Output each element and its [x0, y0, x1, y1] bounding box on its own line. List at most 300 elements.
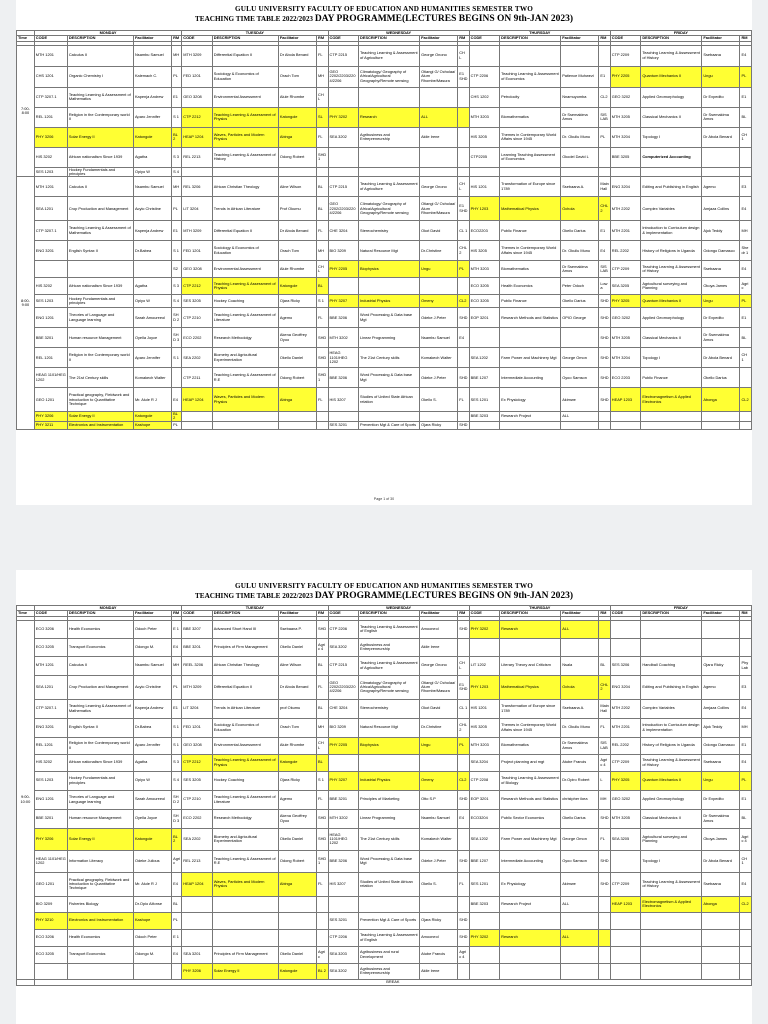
course-code: PHY 3210 [34, 912, 67, 929]
course-description [641, 167, 702, 177]
facilitator [420, 167, 458, 177]
course-description: African nationalism Since 1939 [67, 754, 133, 771]
facilitator: Odeke Julious [133, 850, 171, 872]
column-header-description: DESCRIPTION [212, 611, 278, 616]
facilitator [561, 638, 599, 656]
facilitator: Nsambu Samuel [133, 45, 171, 66]
room: SHD [599, 850, 610, 872]
facilitator: Komakech Walter [420, 348, 458, 368]
course-code: ECO 3205 [469, 295, 500, 308]
facilitator: Odoch Peter [133, 620, 171, 638]
table-row [17, 278, 752, 295]
room [740, 147, 752, 167]
day-header-friday: FRIDAY [610, 606, 751, 611]
room: FL [317, 308, 329, 328]
course-code [469, 45, 500, 66]
course-description: Natural Resource Mgt [359, 718, 420, 737]
column-header-room: RM [317, 36, 329, 41]
room: PL [172, 197, 182, 221]
facilitator: Kapenja Andrew [133, 221, 171, 241]
course-description: Biophysics [359, 261, 420, 278]
room [317, 896, 329, 912]
table-row [17, 896, 752, 912]
facilitator: Dr.Christine [420, 718, 458, 737]
course-code [34, 261, 67, 278]
course-code: MTH 3203 [469, 261, 500, 278]
course-code: SES 1203 [34, 771, 67, 790]
room: SHD [458, 929, 469, 946]
room [172, 963, 182, 979]
time-slot-cell: 8:00-9:00 [17, 177, 35, 430]
facilitator: Orach Tom [278, 66, 316, 87]
course-code [328, 754, 359, 771]
facilitator: ALL [561, 620, 599, 638]
facilitator: Akena Geoffrey Oyoo [278, 328, 316, 348]
room: MH [172, 45, 182, 66]
column-header-description: DESCRIPTION [67, 36, 133, 41]
course-code: SEA 2202 [182, 828, 213, 850]
column-header-time: Time [17, 36, 35, 41]
course-description: Electromagnetism & Applied Electronics [641, 388, 702, 412]
room [599, 167, 610, 177]
facilitator [702, 620, 740, 638]
room: SHD [317, 828, 329, 850]
facilitator: Akena Geoffrey Oyoo [278, 809, 316, 828]
room: Agric [172, 850, 182, 872]
room [317, 912, 329, 929]
room: PL [172, 66, 182, 87]
course-code: REL 2202 [610, 241, 641, 261]
facilitator: Atube Francis [561, 754, 599, 771]
column-header-code: CODE [182, 36, 213, 41]
course-description: Practical geography, Fieldwork and introduction to Quantitative Technique [67, 388, 133, 412]
room: MH [740, 221, 752, 241]
course-description: Climatology/ Geography of Africa/Agricultural Geography/Remote sensing [359, 66, 420, 87]
course-code: HIS 3205 [469, 127, 500, 147]
facilitator: Kapenja Andrew [133, 699, 171, 718]
facilitator: George Onono [420, 177, 458, 197]
course-code: BIO 3209 [328, 241, 359, 261]
room: SIS LAB [599, 737, 610, 754]
column-header-code: CODE [469, 36, 500, 41]
course-description: Principles of Firm Management [212, 946, 278, 963]
course-code: REL 1201 [34, 737, 67, 754]
course-description: Crop Production and Management [67, 675, 133, 699]
room [599, 421, 610, 429]
room: PL [172, 675, 182, 699]
course-description: Hockey Coaching [212, 771, 278, 790]
course-description: Information Literacy [67, 850, 133, 872]
facilitator: Ssebaana A. [561, 177, 599, 197]
room: E4 [740, 699, 752, 718]
course-code: REL 3206 [182, 177, 213, 197]
course-description: Calculus II [67, 177, 133, 197]
facilitator: Odongo Damasco [702, 737, 740, 754]
room: Agric 4 [458, 946, 469, 963]
course-code: PHY 2205 [610, 66, 641, 87]
column-header-room: RM [740, 611, 752, 616]
column-header-description: DESCRIPTION [500, 36, 561, 41]
course-description [641, 912, 702, 929]
course-code: MTH 3209 [182, 221, 213, 241]
facilitator: Otiangi G/ Ocholaa/ Alum Rhombe/Masura [420, 675, 458, 699]
facilitator: OPIO George [561, 308, 599, 328]
room [599, 147, 610, 167]
room: E1 [172, 699, 182, 718]
course-code: BBE 3206 [328, 368, 359, 388]
room [317, 167, 329, 177]
table-row [17, 197, 752, 221]
room: PL [458, 261, 469, 278]
facilitator: Kalemach C. [133, 66, 171, 87]
course-description [359, 147, 420, 167]
course-code: MTH 2201 [610, 718, 641, 737]
room: SHD [317, 328, 329, 348]
course-description: Research Project [500, 412, 561, 422]
facilitator: Atube Francis [420, 946, 458, 963]
course-code: MTH 2201 [610, 221, 641, 241]
facilitator: Nsala [561, 656, 599, 675]
course-description: Environmental Assessment [212, 87, 278, 107]
facilitator: Abonga [702, 388, 740, 412]
room: S 1 [317, 295, 329, 308]
course-description: English Syntax II [67, 718, 133, 737]
room: SHD [458, 308, 469, 328]
facilitator: Agemo [278, 790, 316, 809]
course-code: SEA 1201 [34, 197, 67, 221]
room: E4 [740, 754, 752, 771]
course-description: Health Economics [500, 278, 561, 295]
room: E4 [172, 872, 182, 896]
facilitator: Ojara Ricky [278, 295, 316, 308]
course-description [641, 929, 702, 946]
course-description [359, 896, 420, 912]
room: SHD [599, 809, 610, 828]
course-description: Mathematical Physics [500, 675, 561, 699]
facilitator: George Onono [420, 45, 458, 66]
column-header-code: CODE [610, 36, 641, 41]
facilitator: Abinga [278, 872, 316, 896]
course-code [610, 963, 641, 979]
column-header-room: RM [458, 36, 469, 41]
course-description: Intermediate Accounting [500, 368, 561, 388]
time-slot-cell: 7:00-8:00 [17, 45, 35, 177]
course-description: Transport Economics [67, 946, 133, 963]
course-code: MTH 3204 [610, 348, 641, 368]
course-description: Themes in Contemporary World Affairs since 1945 [500, 718, 561, 737]
course-description: Classical Mechanics II [641, 809, 702, 828]
facilitator: Ungu [420, 261, 458, 278]
facilitator: Odeke J.Peter [420, 308, 458, 328]
course-code: HEAG 1101/HEG 1202 [34, 368, 67, 388]
course-description: Environmental Assessment [212, 261, 278, 278]
facilitator: Mr. Alule R J [133, 388, 171, 412]
room: SHD [458, 620, 469, 638]
course-description: Religion in the Contemporary world II [67, 737, 133, 754]
room: SHD [317, 809, 329, 828]
course-code: GEO 3208 [182, 737, 213, 754]
course-code [610, 850, 641, 872]
facilitator: Dr Expedito [702, 308, 740, 328]
course-code: BBE 1207 [469, 850, 500, 872]
room: CL2 [740, 896, 752, 912]
room: PL [599, 127, 610, 147]
facilitator: Akile Irene [420, 127, 458, 147]
course-code: BIO 3209 [328, 718, 359, 737]
room: E4 [172, 388, 182, 412]
time-slot-cell: 9:00-10:00 [17, 620, 35, 979]
facilitator: Ojara Ricky [420, 912, 458, 929]
course-description: Teaching Learning & Assessment of Agriculture [359, 177, 420, 197]
course-description: Teaching Learning & Assessment of History [641, 261, 702, 278]
course-description [359, 278, 420, 295]
room: MH [599, 790, 610, 809]
course-code: CTP 2215 [328, 177, 359, 197]
facilitator: Ssebaana [702, 872, 740, 896]
facilitator: Agatha [133, 278, 171, 295]
column-header-description: DESCRIPTION [359, 36, 420, 41]
room: E4 [458, 328, 469, 348]
facilitator: Okello Daniel [278, 946, 316, 963]
course-description: Studies of United State African relation [359, 388, 420, 412]
facilitator: Prof Okumu [278, 197, 316, 221]
course-code: CTP 2211 [182, 368, 213, 388]
course-code: SEA 1202 [469, 348, 500, 368]
facilitator [420, 147, 458, 167]
facilitator: Akimwe [561, 388, 599, 412]
course-description: Transformation of Europe since 1789 [500, 699, 561, 718]
room: CL2 [599, 87, 610, 107]
facilitator: Okello Darius [702, 368, 740, 388]
column-header-description: DESCRIPTION [500, 611, 561, 616]
facilitator [133, 963, 171, 979]
course-code [469, 167, 500, 177]
room: MH [740, 718, 752, 737]
facilitator: Agemo [702, 177, 740, 197]
course-description: Solar Energy II [212, 963, 278, 979]
facilitator: Ssebaana P. [278, 620, 316, 638]
course-description: Agricultural surveying and Planning [641, 278, 702, 295]
course-code [610, 912, 641, 929]
room [458, 147, 469, 167]
facilitator: Opiyo W [133, 167, 171, 177]
course-description [641, 963, 702, 979]
course-description: Fisheries Biology [67, 896, 133, 912]
course-description: Religion in the Contemporary world II [67, 348, 133, 368]
course-code: PHY 3205 [610, 295, 641, 308]
course-code: MTH 3202 [328, 328, 359, 348]
break-label: BREAK [34, 979, 751, 985]
course-code: PHY 2205 [328, 737, 359, 754]
column-header-room: RM [740, 36, 752, 41]
facilitator: ALL [420, 107, 458, 127]
room: E1 [740, 737, 752, 754]
room [458, 87, 469, 107]
course-code: BBE 3201 [182, 638, 213, 656]
facilitator [278, 929, 316, 946]
room [599, 896, 610, 912]
course-description [641, 412, 702, 422]
course-code: CTP 2212 [182, 278, 213, 295]
course-description: History of Religions in Uganda [641, 737, 702, 754]
course-description: Agricultural surveying and Planning [641, 828, 702, 850]
course-code: PHY 2205 [328, 261, 359, 278]
room: E4 [740, 872, 752, 896]
room: S 1 [172, 241, 182, 261]
course-code: GEO 1201 [34, 872, 67, 896]
facilitator [420, 412, 458, 422]
course-description: Intermediate Accounting [500, 850, 561, 872]
timetable-title-big: DAY PROGRAMME(LECTURES BEGINS ON 9th-JAN 2023) [314, 591, 574, 601]
course-description: Petrolocity [500, 87, 561, 107]
course-code: FED 1201 [182, 718, 213, 737]
facilitator: Ungu [420, 737, 458, 754]
facilitator: Orach Tom [278, 718, 316, 737]
course-description: Research Methods and Statistics [500, 308, 561, 328]
facilitator: Katongole [133, 127, 171, 147]
course-description: Themes in Contemporary World Affairs since 1945 [500, 127, 561, 147]
facilitator: Abinga [278, 388, 316, 412]
facilitator: Dr Abola Benard [702, 850, 740, 872]
column-header-facilitator: Facilitator [561, 36, 599, 41]
column-header-facilitator: Facilitator [420, 611, 458, 616]
course-code: SEA 3202 [328, 127, 359, 147]
course-code [610, 167, 641, 177]
facilitator: Katongole [133, 828, 171, 850]
room [740, 167, 752, 177]
course-description: Teaching Learning & Assessment of Physics [212, 107, 278, 127]
course-code: ENG 3204 [610, 675, 641, 699]
course-description: Research [359, 107, 420, 127]
column-header-facilitator: Facilitator [420, 36, 458, 41]
course-code [469, 421, 500, 429]
room [740, 946, 752, 963]
facilitator: Dr Expedito [702, 790, 740, 809]
course-description: Teaching Learning & Assessment of History [212, 147, 278, 167]
facilitator: Ojara Ricky [420, 421, 458, 429]
course-description: Transport Economics [67, 638, 133, 656]
table-row [17, 388, 752, 412]
facilitator: Okello Daniel [278, 348, 316, 368]
room: FL [317, 790, 329, 809]
facilitator [278, 912, 316, 929]
course-description: The 21st Century skills [67, 368, 133, 388]
table-row [17, 718, 752, 737]
university-title: GULU UNIVERSITY FACULTY OF EDUCATION AND HUMANITIES SEMESTER TWO [234, 582, 534, 590]
course-description: Research Methods and Statistics [500, 790, 561, 809]
course-code: SES 1203 [34, 167, 67, 177]
course-description: Trends in African Literature [212, 699, 278, 718]
course-description: Hockey Fundamentals and principles [67, 167, 133, 177]
room [458, 963, 469, 979]
facilitator: Katongole [133, 412, 171, 422]
facilitator: Ochola [561, 675, 599, 699]
course-code: CTP 2206 [328, 620, 359, 638]
facilitator: Orach Tom [278, 241, 316, 261]
course-description: Literary Theory and Criticism [500, 656, 561, 675]
facilitator: Ajok Teddy [702, 221, 740, 241]
table-row [17, 737, 752, 754]
timetable-title [16, 14, 752, 24]
course-code: GEO 3202 [610, 308, 641, 328]
facilitator: George Omon [561, 348, 599, 368]
timetable-title-big: DAY PROGRAMME(LECTURES BEGINS ON 9th-JAN 2023) [314, 14, 574, 24]
course-description [67, 261, 133, 278]
course-code: CTP 2209 [610, 261, 641, 278]
facilitator: Patience Muhwezi [561, 66, 599, 87]
facilitator: Agemo [702, 675, 740, 699]
course-description: Teaching Learning & Assessment of R.E [212, 850, 278, 872]
table-row [17, 412, 752, 422]
room: S 1 [172, 718, 182, 737]
facilitator: Odoch Peter [133, 929, 171, 946]
course-code: BIO 3209 [34, 896, 67, 912]
course-description: History of Religions in Uganda [641, 241, 702, 261]
course-code [610, 412, 641, 422]
course-code: BBE 1207 [469, 368, 500, 388]
table-row [17, 929, 752, 946]
facilitator: Odongo M. [133, 638, 171, 656]
course-description: Teaching Learning & Assessment of History [641, 754, 702, 771]
course-description [212, 912, 278, 929]
course-description: Teaching Learning & Assessment of Literature [212, 790, 278, 809]
facilitator: Kapenja Andrew [133, 87, 171, 107]
room: SHD 1 [317, 850, 329, 872]
facilitator: Otiangi G/ Ocholaa/ Alum Rhombe/Masura [420, 197, 458, 221]
facilitator: Dr.Babea [133, 241, 171, 261]
room: FL [317, 675, 329, 699]
course-description: African nationalism Since 1939 [67, 147, 133, 167]
room: CH L [458, 45, 469, 66]
facilitator: Otto S.P [420, 790, 458, 809]
course-description: Complex Variables [641, 197, 702, 221]
course-code: ECO 3205 [34, 946, 67, 963]
room: FL [458, 872, 469, 896]
course-description: Research Methodolgy [212, 809, 278, 828]
course-code: FED 1201 [182, 241, 213, 261]
facilitator: Aparo Jennifer [133, 348, 171, 368]
table-row [17, 308, 752, 328]
facilitator: Abinga [278, 127, 316, 147]
course-code: GEO 2202/2203/2204/2206 [328, 197, 359, 221]
facilitator: Akimwe [561, 872, 599, 896]
facilitator [133, 261, 171, 278]
course-code: GEO 3208 [182, 261, 213, 278]
facilitator: Akile Irene [420, 638, 458, 656]
column-header-description: DESCRIPTION [641, 36, 702, 41]
course-code: CTP 2212 [182, 107, 213, 127]
facilitator: Aparo Jennifer [133, 107, 171, 127]
course-description: Industrial Physics [359, 295, 420, 308]
course-description: Teaching Learning & Assessment of R.E [212, 368, 278, 388]
course-description: Introduction to Curriculum design & implementation [641, 221, 702, 241]
table-row [17, 221, 752, 241]
course-description: Sociology & Economics of Education [212, 241, 278, 261]
room: Lowa [599, 278, 610, 295]
facilitator: Ungu [702, 66, 740, 87]
course-code: BBE 3205 [610, 147, 641, 167]
room: S 3 [172, 278, 182, 295]
room: CHL 2 [458, 718, 469, 737]
course-description: Principles of Firm Management [212, 638, 278, 656]
course-description: The 21st Century skills [359, 348, 420, 368]
facilitator: Katongole [278, 107, 316, 127]
room: BL [172, 896, 182, 912]
room: MH [317, 66, 329, 87]
room: E4 [740, 261, 752, 278]
room: CH L [458, 656, 469, 675]
facilitator: Okodel David L [561, 147, 599, 167]
